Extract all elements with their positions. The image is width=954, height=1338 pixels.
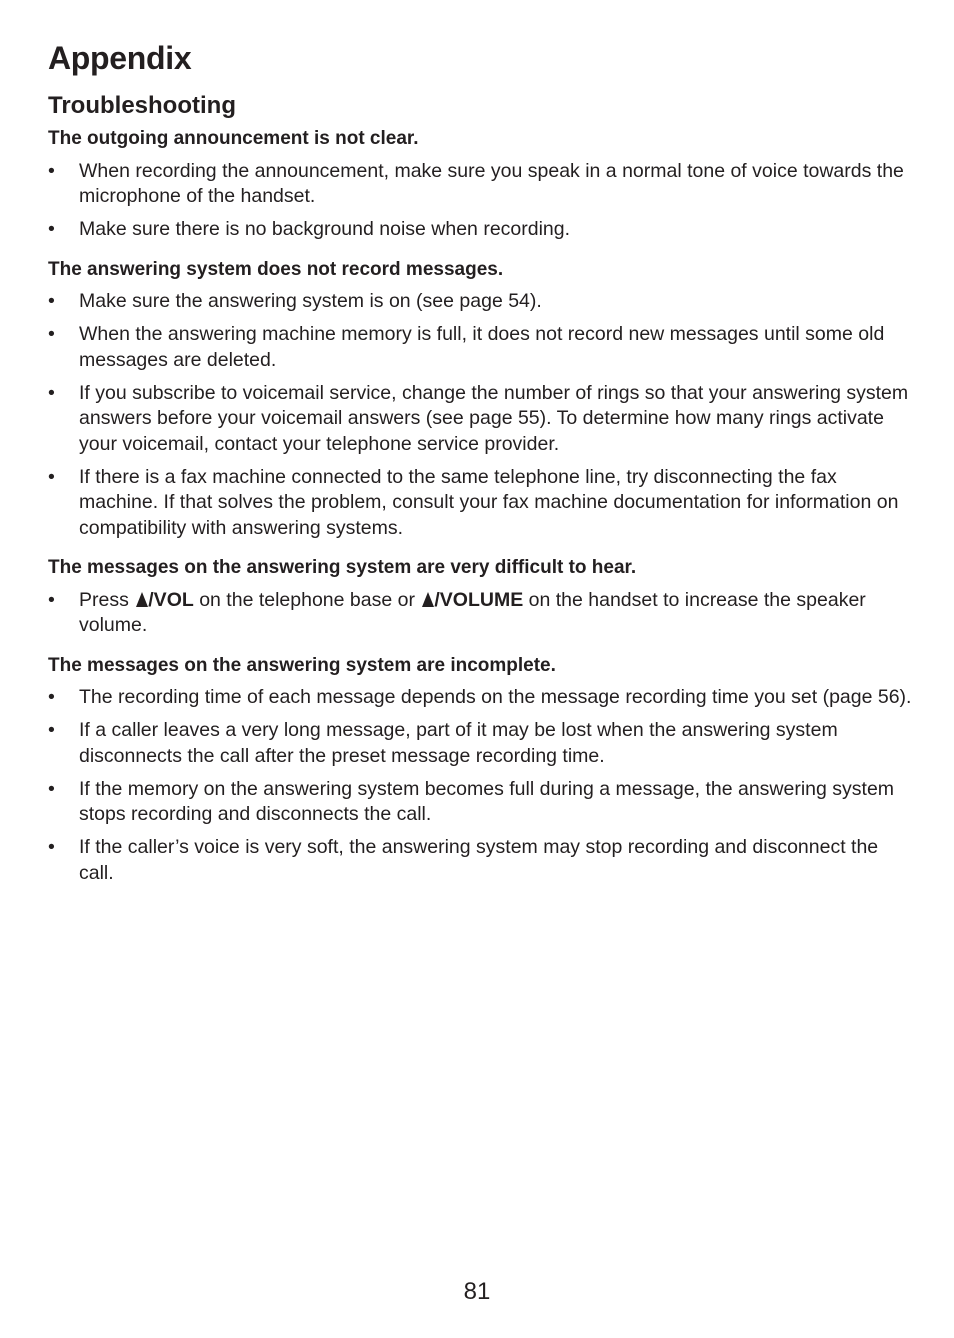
list-item <box>48 588 918 639</box>
page-number: 81 <box>463 1278 491 1305</box>
volume-key-label: /VOLUME <box>434 588 524 611</box>
list-item: • The recording time of each message depends on the message recording time you set (page 56). <box>48 685 918 711</box>
solution-list <box>48 588 918 639</box>
solution-list <box>48 159 918 243</box>
problem-heading: The messages on the answering system are very difficult to hear. <box>48 557 637 578</box>
list-item: • Make sure there is no background noise when recording. <box>48 217 918 243</box>
problem-heading: The answering system does not record messages. <box>48 258 504 280</box>
list-item: • If there is a fax machine connected to the same telephone line, try disconnecting the fax machine. If that solves the problem, consult your fax machine documentation for information on compatibility with answering systems. <box>48 465 918 542</box>
list-item: • Make sure the answering system is on (see page 54). <box>48 289 918 315</box>
troubleshooting-content <box>48 126 918 886</box>
section-title: Troubleshooting <box>48 92 236 119</box>
volume-up-icon <box>422 592 434 607</box>
list-item: • If a caller leaves a very long message, part of it may be lost when the answering system disconnects the call after the preset message recording time. <box>48 718 918 769</box>
problem-heading: The outgoing announcement is not clear. <box>48 128 419 149</box>
list-item: • If the caller’s voice is very soft, the answering system may stop recording and disconnect the call. <box>48 835 918 886</box>
list-item: • When recording the announcement, make sure you speak in a normal tone of voice towards the microphone of the handset. <box>48 159 918 210</box>
list-item: • When the answering machine memory is full, it does not record new messages until some old messages are deleted. <box>48 322 918 373</box>
page-title: Appendix <box>48 40 192 76</box>
list-item-text: on the telephone base or <box>193 588 421 611</box>
solution-list <box>48 685 918 886</box>
list-item: • If the memory on the answering system becomes full during a message, the answering system stops recording and disconnects the call. <box>48 777 918 828</box>
list-item: • If you subscribe to voicemail service, change the number of rings so that your answering system answers before your voicemail answers (see page 55). To determine how many rings activate your voicemail, contact your telephone service provider. <box>48 381 918 458</box>
volume-up-icon <box>136 592 148 607</box>
problem-heading: The messages on the answering system are incomplete. <box>48 654 556 676</box>
vol-key-label: /VOL <box>148 588 194 611</box>
list-item-text: Press <box>79 588 135 611</box>
solution-list <box>48 289 918 541</box>
list-item-text: on the handset to increase the speaker volume. <box>79 588 866 636</box>
